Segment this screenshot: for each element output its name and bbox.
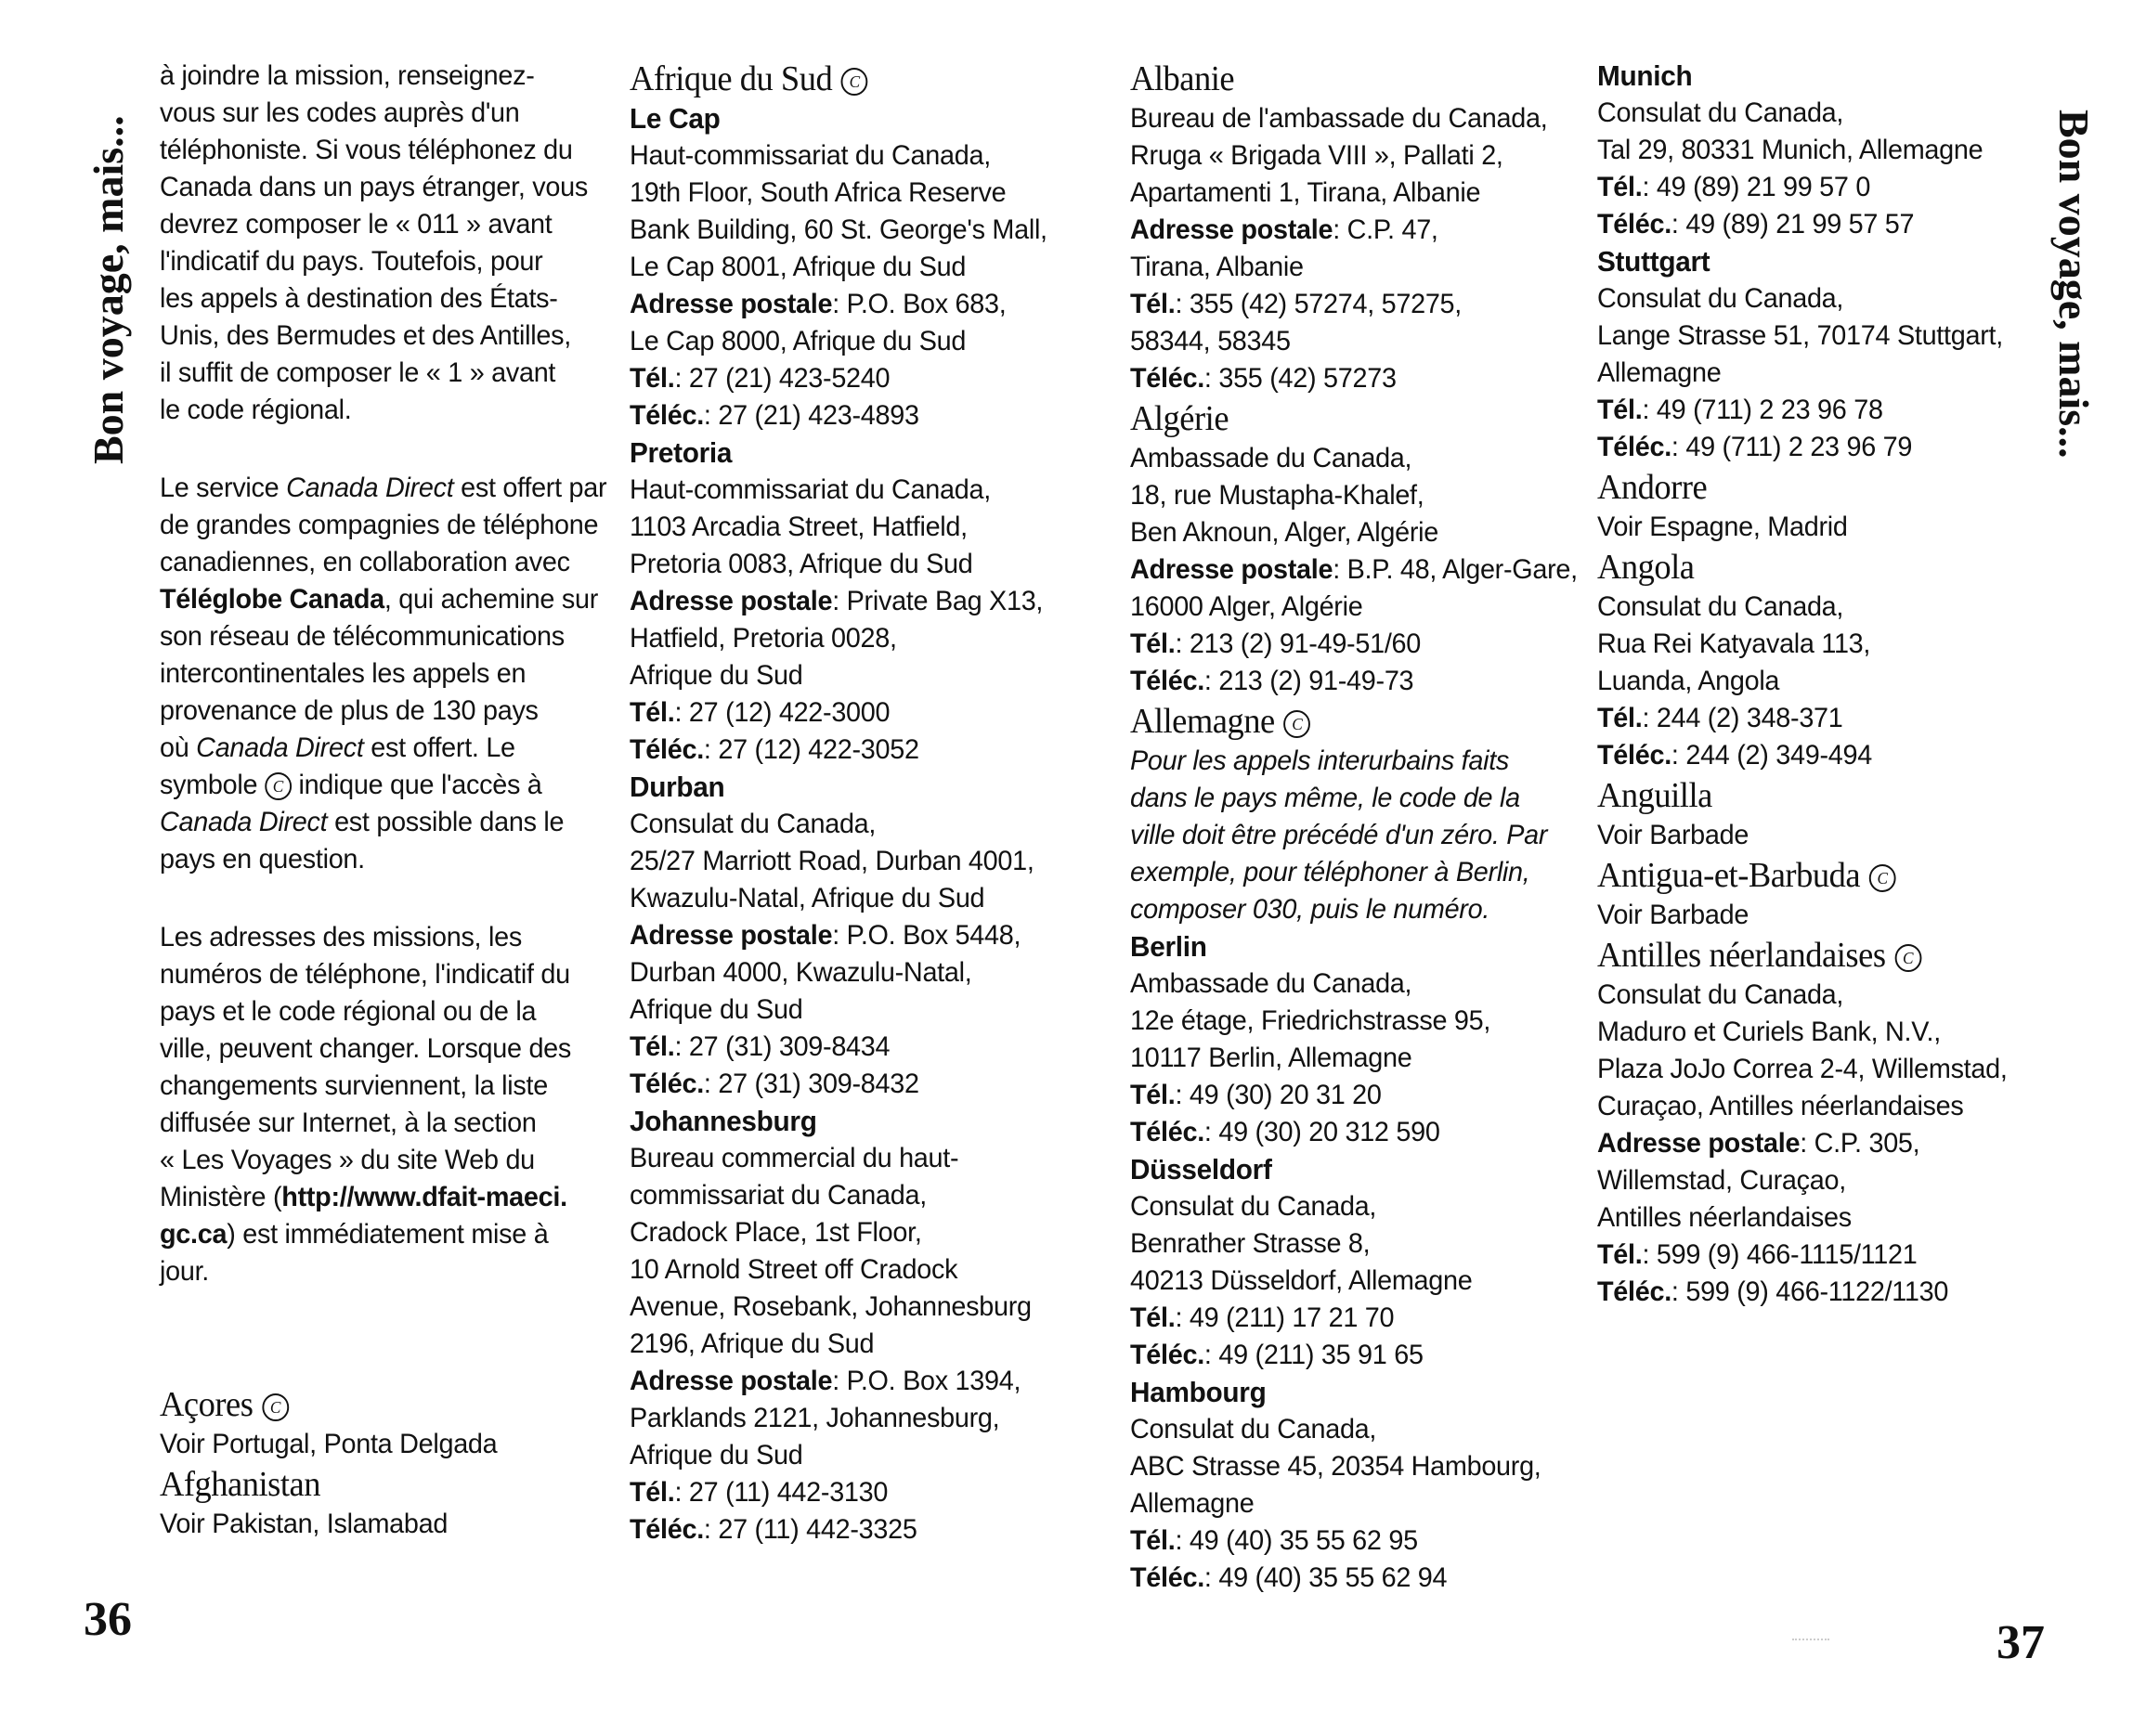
text-line: 10 Arnold Street off Cradock bbox=[630, 1254, 958, 1285]
text-line: Willemstad, Curaçao, bbox=[1597, 1165, 1846, 1196]
text-line: Allemagne bbox=[1597, 357, 1722, 388]
text-line: ville, peuvent changer. Lorsque des bbox=[160, 1033, 572, 1064]
country-heading: Allemagne C bbox=[1130, 700, 1567, 743]
text-line: Consulat du Canada, bbox=[1597, 283, 1844, 314]
column-albanie-allemagne bbox=[1130, 58, 1578, 1597]
tel-line: Tél.: 213 (2) 91-49-51/60 bbox=[1130, 628, 1422, 659]
text-line: Kwazulu-Natal, Afrique du Sud bbox=[630, 883, 985, 913]
canada-direct-icon: C bbox=[1283, 710, 1310, 738]
text-line: Pretoria 0083, Afrique du Sud bbox=[630, 549, 973, 579]
entry-angola bbox=[1597, 546, 2034, 774]
city-heading: Stuttgart bbox=[1597, 245, 1710, 278]
fax-line: Téléc.: 213 (2) 91-49-73 bbox=[1130, 666, 1414, 696]
text-line: 19th Floor, South Africa Reserve bbox=[630, 177, 1007, 208]
fax-line: Téléc.: 49 (211) 35 91 65 bbox=[1130, 1340, 1424, 1370]
text-line bbox=[160, 470, 607, 507]
country-heading: Afrique du Sud C bbox=[630, 58, 1075, 100]
text-line: Parklands 2121, Johannesburg, bbox=[630, 1403, 1000, 1433]
note-line: composer 030, puis le numéro. bbox=[1130, 894, 1490, 925]
city-heading: Pretoria bbox=[630, 436, 733, 469]
text-line: canadiennes, en collaboration avec bbox=[160, 547, 570, 577]
entry-acores bbox=[160, 1383, 579, 1463]
text-line: 25/27 Marriott Road, Durban 4001, bbox=[630, 846, 1034, 876]
postal-line: Adresse postale: Private Bag X13, bbox=[630, 586, 1044, 616]
text-line: Voir Barbade bbox=[1597, 820, 1749, 850]
text-line: vous sur les codes auprès d'un bbox=[160, 97, 520, 128]
entry-antilles bbox=[1597, 934, 2034, 1311]
text-line: devrez composer le « 011 » avant bbox=[160, 209, 553, 240]
country-heading: Algérie bbox=[1130, 399, 1229, 438]
entry-albanie bbox=[1130, 58, 1567, 397]
text-line: Curaçao, Antilles néerlandaises bbox=[1597, 1091, 1964, 1121]
text-span: est offert par bbox=[453, 473, 607, 503]
text-line: Lange Strasse 51, 70174 Stuttgart, bbox=[1597, 320, 2003, 351]
fax-line: Téléc.: 27 (21) 423-4893 bbox=[630, 400, 919, 431]
country-heading: Anguilla bbox=[1597, 776, 1712, 815]
text-line: Benrather Strasse 8, bbox=[1130, 1228, 1371, 1259]
city-heading: Johannesburg bbox=[630, 1105, 817, 1137]
text-span: est possible dans le bbox=[327, 807, 565, 837]
running-title-right: Bon voyage, mais... bbox=[2050, 110, 2098, 459]
country-heading: Albanie bbox=[1130, 59, 1235, 98]
text-line: téléphoniste. Si vous téléphonez du bbox=[160, 135, 573, 165]
text-span: est offert. Le bbox=[363, 732, 515, 763]
fax-line: Téléc.: 49 (711) 2 23 96 79 bbox=[1597, 432, 1913, 462]
text-line: Plaza JoJo Correa 2-4, Willemstad, bbox=[1597, 1054, 2008, 1084]
city-entry-le-cap bbox=[630, 100, 1075, 434]
text-line: Voir Portugal, Ponta Delgada bbox=[160, 1429, 498, 1459]
text-line: Bureau de l'ambassade du Canada, bbox=[1130, 103, 1548, 134]
text-line: jour. bbox=[160, 1256, 210, 1287]
city-heading: Le Cap bbox=[630, 102, 721, 135]
tel-line: Tél.: 49 (211) 17 21 70 bbox=[1130, 1302, 1395, 1333]
text-line: « Les Voyages » du site Web du bbox=[160, 1145, 535, 1175]
entry-afghanistan bbox=[160, 1463, 579, 1543]
entry-allemagne bbox=[1130, 700, 1567, 928]
city-entry-hambourg bbox=[1130, 1374, 1567, 1597]
canada-direct-icon: C bbox=[1869, 864, 1896, 892]
canada-direct-icon: C bbox=[841, 68, 868, 96]
text-span: , qui achemine sur bbox=[384, 584, 599, 615]
fax-line: Téléc.: 49 (89) 21 99 57 57 bbox=[1597, 209, 1915, 240]
tel-line: Tél.: 27 (21) 423-5240 bbox=[630, 363, 891, 394]
text-line: Consulat du Canada, bbox=[1130, 1191, 1377, 1222]
running-title-left: Bon voyage, mais... bbox=[85, 115, 132, 464]
text-line: son réseau de télécommunications bbox=[160, 621, 565, 652]
fax-line: Téléc.: 599 (9) 466-1122/1130 bbox=[1597, 1276, 1949, 1307]
country-heading: Angola bbox=[1597, 548, 1695, 587]
entry-algerie bbox=[1130, 397, 1578, 700]
tel-line: Tél.: 355 (42) 57274, 57275, bbox=[1130, 289, 1463, 319]
city-heading: Düsseldorf bbox=[1130, 1153, 1272, 1185]
text-line: 58344, 58345 bbox=[1130, 326, 1291, 356]
text-span: Canada Direct bbox=[160, 807, 328, 837]
text-line: Afrique du Sud bbox=[630, 660, 803, 691]
text-line: intercontinentales les appels en bbox=[160, 658, 527, 689]
text-line: Ben Aknoun, Alger, Algérie bbox=[1130, 517, 1438, 548]
text-line: à joindre la mission, renseignez- bbox=[160, 60, 535, 91]
city-heading: Durban bbox=[630, 771, 725, 803]
text-line bbox=[160, 1179, 579, 1216]
intro-paragraph-1 bbox=[160, 58, 588, 429]
text-span: où bbox=[160, 732, 197, 763]
country-heading: Açores C bbox=[160, 1383, 579, 1426]
text-line: Haut-commissariat du Canada, bbox=[630, 140, 991, 171]
text-line: 12e étage, Friedrichstrasse 95, bbox=[1130, 1005, 1491, 1036]
note-line: exemple, pour téléphoner à Berlin, bbox=[1130, 857, 1530, 887]
text-line: le code régional. bbox=[160, 395, 352, 425]
text-line: pays et le code régional ou de la bbox=[160, 996, 537, 1027]
country-heading: Antigua-et-Barbuda C bbox=[1597, 854, 2034, 897]
text-line: Allemagne bbox=[1130, 1488, 1255, 1519]
text-line: Afrique du Sud bbox=[630, 1440, 803, 1470]
text-line: Rua Rei Katyavala 113, bbox=[1597, 628, 1871, 659]
text-line bbox=[160, 767, 579, 804]
intro-paragraph-3 bbox=[160, 919, 579, 1290]
city-entry-pretoria bbox=[630, 434, 1075, 769]
text-line: Avenue, Rosebank, Johannesburg bbox=[630, 1291, 1032, 1322]
text-line: de grandes compagnies de téléphone bbox=[160, 510, 599, 540]
tel-line: Tél.: 27 (31) 309-8434 bbox=[630, 1031, 891, 1062]
page-number-left: 36 bbox=[84, 1593, 132, 1646]
postal-line: Adresse postale: C.P. 47, bbox=[1130, 214, 1438, 245]
text-line: 16000 Alger, Algérie bbox=[1130, 591, 1363, 622]
column-munich-antilles bbox=[1597, 58, 2034, 1311]
tel-line: Tél.: 27 (11) 442-3130 bbox=[630, 1477, 889, 1508]
postal-line: Adresse postale: B.P. 48, Alger-Gare, bbox=[1130, 554, 1578, 585]
city-entry-johannesburg bbox=[630, 1103, 1075, 1548]
column-afrique-du-sud bbox=[630, 58, 1075, 1548]
text-line: Consulat du Canada, bbox=[1597, 591, 1844, 622]
entry-anguilla bbox=[1597, 774, 2034, 854]
text-line: 2196, Afrique du Sud bbox=[630, 1328, 875, 1359]
city-entry-dusseldorf bbox=[1130, 1151, 1567, 1374]
tel-line: Tél.: 49 (89) 21 99 57 0 bbox=[1597, 172, 1871, 202]
text-span: symbole bbox=[160, 770, 265, 800]
intro-paragraph-2 bbox=[160, 470, 607, 878]
text-line: les appels à destination des États- bbox=[160, 283, 558, 314]
canada-direct-icon: C bbox=[1894, 944, 1921, 972]
city-entry-munich bbox=[1597, 58, 2034, 243]
text-line: Ambassade du Canada, bbox=[1130, 443, 1412, 473]
text-line: Haut-commissariat du Canada, bbox=[630, 474, 991, 505]
text-span: Le service bbox=[160, 473, 287, 503]
text-line: Cradock Place, 1st Floor, bbox=[630, 1217, 922, 1248]
country-heading: Afghanistan bbox=[160, 1465, 321, 1504]
text-line: Canada dans un pays étranger, vous bbox=[160, 172, 588, 202]
text-line: Le Cap 8001, Afrique du Sud bbox=[630, 252, 967, 282]
text-line: 10117 Berlin, Allemagne bbox=[1130, 1043, 1412, 1073]
city-entry-stuttgart bbox=[1597, 243, 2034, 466]
text-line: Hatfield, Pretoria 0028, bbox=[630, 623, 897, 654]
country-heading: Antilles néerlandaises C bbox=[1597, 934, 2034, 977]
fax-line: Téléc.: 244 (2) 349-494 bbox=[1597, 740, 1872, 771]
text-line: Consulat du Canada, bbox=[1597, 97, 1844, 128]
text-line: Voir Espagne, Madrid bbox=[1597, 512, 1848, 542]
city-entry-berlin bbox=[1130, 928, 1567, 1151]
note-line: dans le pays même, le code de la bbox=[1130, 783, 1520, 813]
text-line: Consulat du Canada, bbox=[1130, 1414, 1377, 1445]
fax-line: Téléc.: 355 (42) 57273 bbox=[1130, 363, 1397, 394]
entry-andorre bbox=[1597, 466, 2034, 546]
fax-line: Téléc.: 27 (31) 309-8432 bbox=[630, 1069, 919, 1099]
text-line: Le Cap 8000, Afrique du Sud bbox=[630, 326, 967, 356]
text-line: provenance de plus de 130 pays bbox=[160, 695, 539, 726]
tel-line: Tél.: 49 (30) 20 31 20 bbox=[1130, 1080, 1382, 1110]
ministry-url[interactable]: gc.ca bbox=[160, 1219, 228, 1250]
note-line: Pour les appels interurbains faits bbox=[1130, 745, 1510, 776]
ministry-url[interactable]: http://www.dfait-maeci. bbox=[281, 1182, 567, 1212]
text-line: Consulat du Canada, bbox=[1597, 979, 1844, 1010]
text-line: l'indicatif du pays. Toutefois, pour bbox=[160, 246, 543, 277]
text-line bbox=[160, 581, 599, 618]
city-heading: Munich bbox=[1597, 59, 1693, 92]
text-line: il suffit de composer le « 1 » avant bbox=[160, 357, 556, 388]
tel-line: Tél.: 49 (40) 35 55 62 95 bbox=[1130, 1525, 1418, 1556]
postal-line: Adresse postale: P.O. Box 683, bbox=[630, 289, 1007, 319]
text-span: indique que l'accès à bbox=[291, 770, 542, 800]
text-line bbox=[160, 1216, 579, 1253]
text-line: changements surviennent, la liste bbox=[160, 1070, 548, 1101]
text-line: Unis, des Bermudes et des Antilles, bbox=[160, 320, 571, 351]
postal-line: Adresse postale: P.O. Box 5448, bbox=[630, 920, 1021, 951]
text-line: Consulat du Canada, bbox=[630, 809, 877, 839]
text-line: diffusée sur Internet, à la section bbox=[160, 1108, 537, 1138]
fax-line: Téléc.: 27 (11) 442-3325 bbox=[630, 1514, 917, 1545]
tel-line: Tél.: 49 (711) 2 23 96 78 bbox=[1597, 395, 1883, 425]
tel-line: Tél.: 27 (12) 422-3000 bbox=[630, 697, 891, 728]
text-line: 18, rue Mustapha-Khalef, bbox=[1130, 480, 1424, 511]
text-line: Luanda, Angola bbox=[1597, 666, 1780, 696]
note-line: ville doit être précédé d'un zéro. Par bbox=[1130, 820, 1548, 850]
text-line: Apartamenti 1, Tirana, Albanie bbox=[1130, 177, 1481, 208]
text-span: Téléglobe Canada bbox=[160, 584, 384, 615]
text-line: Les adresses des missions, les bbox=[160, 922, 522, 952]
text-line: Bureau commercial du haut- bbox=[630, 1143, 959, 1173]
text-line: Durban 4000, Kwazulu-Natal, bbox=[630, 957, 972, 988]
page-number-right: 37 bbox=[1996, 1616, 2045, 1669]
text-line: commissariat du Canada, bbox=[630, 1180, 927, 1211]
text-line: Ambassade du Canada, bbox=[1130, 968, 1412, 999]
city-heading: Berlin bbox=[1130, 930, 1207, 963]
text-span: Canada Direct bbox=[286, 473, 454, 503]
scan-specks bbox=[1792, 1639, 1829, 1644]
text-line: 40213 Düsseldorf, Allemagne bbox=[1130, 1265, 1473, 1296]
text-span: Ministère ( bbox=[160, 1182, 282, 1212]
entry-antigua bbox=[1597, 854, 2034, 934]
text-span: ) est immédiatement mise à bbox=[227, 1219, 549, 1250]
text-line: Voir Pakistan, Islamabad bbox=[160, 1509, 449, 1539]
text-line: Voir Barbade bbox=[1597, 900, 1749, 930]
text-line: Bank Building, 60 St. George's Mall, bbox=[630, 214, 1047, 245]
canada-direct-icon: C bbox=[265, 772, 292, 800]
country-heading: Andorre bbox=[1597, 468, 1708, 507]
text-span: Canada Direct bbox=[196, 732, 364, 763]
text-line: Maduro et Curiels Bank, N.V., bbox=[1597, 1017, 1941, 1047]
text-line: 1103 Arcadia Street, Hatfield, bbox=[630, 512, 968, 542]
text-line bbox=[160, 804, 579, 841]
tel-line: Tél.: 599 (9) 466-1115/1121 bbox=[1597, 1239, 1918, 1270]
fax-line: Téléc.: 49 (40) 35 55 62 94 bbox=[1130, 1562, 1448, 1593]
city-heading: Hambourg bbox=[1130, 1376, 1267, 1408]
text-line: Afrique du Sud bbox=[630, 994, 803, 1025]
text-line bbox=[160, 730, 579, 767]
fax-line: Téléc.: 27 (12) 422-3052 bbox=[630, 734, 919, 765]
text-line: ABC Strasse 45, 20354 Hambourg, bbox=[1130, 1451, 1541, 1482]
text-line: Tirana, Albanie bbox=[1130, 252, 1304, 282]
text-line: Rruga « Brigada VIII », Pallati 2, bbox=[1130, 140, 1503, 171]
canada-direct-icon: C bbox=[262, 1393, 289, 1421]
postal-line: Adresse postale: C.P. 305, bbox=[1597, 1128, 1920, 1159]
postal-line: Adresse postale: P.O. Box 1394, bbox=[630, 1366, 1021, 1396]
text-line: pays en question. bbox=[160, 844, 365, 874]
text-line: numéros de téléphone, l'indicatif du bbox=[160, 959, 570, 990]
column-intro bbox=[160, 58, 607, 1543]
city-entry-durban bbox=[630, 769, 1075, 1103]
text-line: Tal 29, 80331 Munich, Allemagne bbox=[1597, 135, 1983, 165]
tel-line: Tél.: 244 (2) 348-371 bbox=[1597, 703, 1843, 733]
fax-line: Téléc.: 49 (30) 20 312 590 bbox=[1130, 1117, 1440, 1147]
text-line: Antilles néerlandaises bbox=[1597, 1202, 1852, 1233]
